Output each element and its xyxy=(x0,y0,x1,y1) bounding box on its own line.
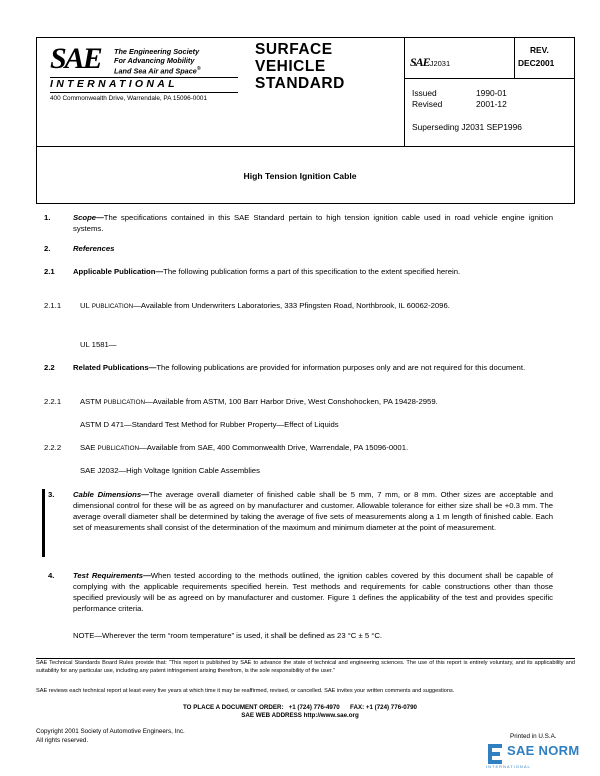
section-2-1-1: UL PUBLICATION—Available from Underwriters Laboratories, 333 Pfingsten Road, Northbrook, IL 60062-2096. xyxy=(80,301,450,310)
header-divider-1 xyxy=(404,37,405,147)
stamp-text: SAE NORM xyxy=(507,743,580,758)
revised-label: Revised xyxy=(412,99,443,109)
rev-label: REV. xyxy=(530,45,549,55)
frame-header-bottom xyxy=(36,146,575,147)
superseding: Superseding J2031 SEP1996 xyxy=(412,122,522,132)
section-1-scope: Scope—The specifications contained in this SAE Standard pertain to high tension ignition cable used in road vehicle engine ignition systems. xyxy=(73,213,553,233)
copyright: Copyright 2001 Society of Automotive Engineers, Inc. xyxy=(36,728,185,735)
stamp-subtext: INTERNATIONAL xyxy=(486,764,531,769)
section-1-number: 1. xyxy=(44,213,51,222)
section-2-2-2-number: 2.2.2 xyxy=(44,443,62,452)
footer-rule xyxy=(36,658,575,659)
header-divider-2 xyxy=(514,37,515,78)
section-2-1-1-number: 2.1.1 xyxy=(44,301,62,310)
section-3-number: 3. xyxy=(48,490,55,499)
sae-logo: SAE xyxy=(50,42,101,75)
printed-in: Printed in U.S.A. xyxy=(510,733,557,740)
footer-policy-2: SAE reviews each technical report at least every five years at which time it may be reaffirmed, revised, or cancelled. SAE invites your written comments and suggestions. xyxy=(36,688,455,694)
room-temperature-note: NOTE—Wherever the term “room temperature” is used, it shall be defined as 23 °C ± 5 °C. xyxy=(73,631,383,640)
logo-rule-bottom xyxy=(50,92,238,93)
section-2-2: Related Publications—The following publications are provided for information purposes only and are not required for this document. xyxy=(73,363,526,372)
section-4-number: 4. xyxy=(48,571,55,580)
section-2-2-2: SAE PUBLICATION—Available from SAE, 400 Commonwealth Drive, Warrendale, PA 15096-0001. xyxy=(80,443,409,452)
sae-address: 400 Commonwealth Drive, Warrendale, PA 15096-0001 xyxy=(50,95,208,102)
sae-norm-icon xyxy=(484,742,506,766)
doc-number: SAEJ2031 xyxy=(410,55,451,69)
standard-type-title: SURFACE VEHICLE STANDARD xyxy=(255,41,345,92)
rights-reserved: All rights reserved. xyxy=(36,737,89,744)
footer-policy-1: SAE Technical Standards Board Rules provide that: “This report is published by SAE to advance the state of technical and engineering sciences. The use of this report is entirely voluntary, and its applicability and suitability for any particular use, including any patent infringement arising therefrom, is the sole responsibility of the user.” xyxy=(36,660,575,674)
order-info: TO PLACE A DOCUMENT ORDER: +1 (724) 776-4970 FAX: +1 (724) 776-0790 xyxy=(183,704,417,711)
web-address[interactable]: SAE WEB ADDRESS http://www.sae.org xyxy=(241,712,359,719)
section-3-cable-dimensions: Cable Dimensions—The average overall diameter of finished cable shall be 5 mm, 7 mm, or 8 mm. Other sizes are acceptable and dimensional control for these will be as agreed on by manufacturer and customer. Allowable tolerance for either size shall be +0.3 mm. The average overall diameter shall be determined by taking the average of five sets of measurements along a 1 m length of finished cable. Each set of measurements shall consist of the determination of the maximum and minimum diameter at the point of measurement. xyxy=(73,490,553,532)
sae-norm-stamp xyxy=(484,740,584,770)
revised-value: 2001-12 xyxy=(476,99,507,109)
document-title: High Tension Ignition Cable xyxy=(243,171,357,181)
logo-tagline: The Engineering Society For Advancing Mobility Land Sea Air and Space® xyxy=(114,47,201,76)
issued-label: Issued xyxy=(412,88,437,98)
sae-j2032: SAE J2032—High Voltage Ignition Cable Assemblies xyxy=(80,466,260,475)
astm-d471: ASTM D 471—Standard Test Method for Rubber Property—Effect of Liquids xyxy=(80,420,339,429)
section-2-2-number: 2.2 xyxy=(44,363,55,372)
international-wordmark: INTERNATIONAL xyxy=(50,78,178,90)
frame-top xyxy=(36,37,575,38)
ul-1581: UL 1581— xyxy=(80,340,117,349)
rev-value: DEC2001 xyxy=(518,58,555,68)
section-2-1: Applicable Publication—The following publication forms a part of this specification to the extent specified herein. xyxy=(73,267,461,276)
issued-value: 1990-01 xyxy=(476,88,507,98)
change-bar xyxy=(42,489,45,557)
doc-number-underline xyxy=(404,78,575,79)
section-2-2-1: ASTM PUBLICATION—Available from ASTM, 100 Barr Harbor Drive, West Conshohocken, PA 19428-2959. xyxy=(80,397,438,406)
section-2-2-1-number: 2.2.1 xyxy=(44,397,62,406)
section-2-number: 2. xyxy=(44,244,51,253)
section-4-test-requirements: Test Requirements—When tested according to the methods outlined, the ignition cables covered by this document shall be capable of complying with the applicable requirements specified herein. Test methods and requirements for cable constructions other than those specified previously will be as agreed on by manufacturer and customer. Figure 1 defines the applicability of the test and provides specific performance criteria. xyxy=(73,571,554,613)
section-2-1-number: 2.1 xyxy=(44,267,55,276)
frame-title-bottom xyxy=(36,203,575,204)
section-2-heading: References xyxy=(73,244,115,253)
